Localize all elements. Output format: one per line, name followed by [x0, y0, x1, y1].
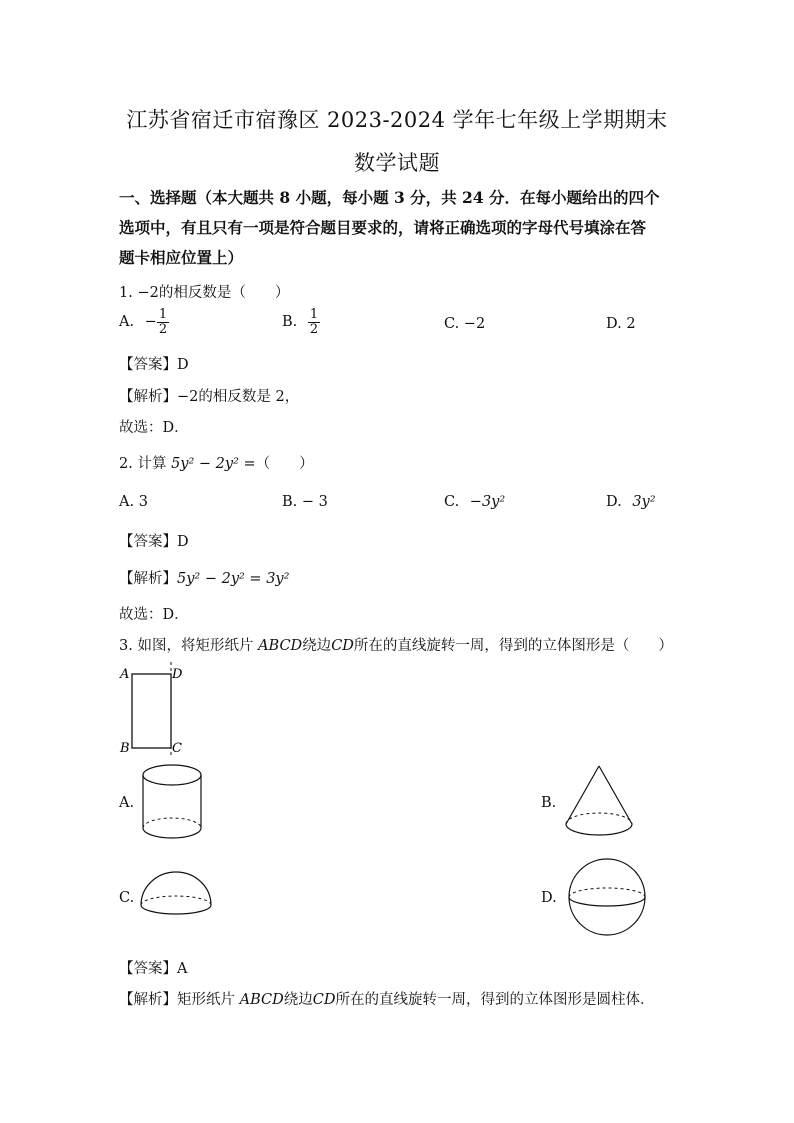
q1-option-b	[282, 308, 320, 336]
cylinder-figure	[140, 762, 206, 844]
q3-option-d-label: D.	[541, 890, 557, 906]
cylinder-top-ellipse	[143, 765, 201, 785]
q1-option-b-numerator: 1	[309, 307, 319, 322]
q1-analysis: 【解析】−2的相反数是 2，	[119, 389, 300, 405]
q3-analysis-abcd: ABCD	[239, 992, 284, 1008]
rectangle-abcd	[132, 674, 171, 748]
q3-analysis-cd: CD	[312, 992, 336, 1008]
q2-stem-expression: 5y² − 2y² =	[171, 456, 256, 472]
document-title-line2: 数学试题	[354, 151, 440, 175]
q3-option-c-label: C.	[119, 890, 135, 906]
q3-answer: 【答案】A	[119, 961, 188, 977]
q3-analysis-mid: 绕边	[283, 992, 313, 1008]
sphere-equator-back-arc	[569, 888, 645, 897]
q1-option-a-fraction	[157, 308, 169, 336]
q2-option-c-letter: C.	[444, 494, 460, 510]
cylinder-bottom-back-arc	[143, 818, 201, 828]
q3-stem-suffix: 所在的直线旋转一周，得到的立体图形是（ ）	[353, 638, 673, 654]
q2-stem-suffix: （ ）	[255, 456, 314, 472]
q1-conclusion: 故选：D．	[119, 420, 189, 436]
cone-base-back-arc	[566, 813, 632, 824]
q3-stem	[119, 634, 673, 655]
q3-stem-mid: 绕边	[302, 638, 332, 654]
q2-analysis-prefix: 【解析】	[119, 571, 177, 587]
q2-option-d-expression: 3y²	[632, 494, 656, 510]
q2-stem-prefix: 2. 计算	[119, 456, 172, 472]
q2-option-b: B. − 3	[282, 494, 328, 510]
document-title-line1: 江苏省宿迁市宿豫区 2023-2024 学年七年级上学期期末	[126, 108, 668, 132]
q2-stem	[119, 452, 314, 473]
cone-figure	[562, 764, 636, 844]
q1-stem: 1. −2的相反数是（ ）	[119, 285, 290, 301]
sphere-equator-front-arc	[569, 897, 645, 906]
q2-option-a: A. 3	[119, 494, 148, 510]
q1-option-b-letter: B.	[282, 314, 298, 331]
q1-option-b-fraction	[308, 308, 320, 336]
q1-option-d: D. 2	[606, 316, 636, 332]
cone-right-edge	[599, 766, 632, 824]
q2-answer: 【答案】D	[119, 534, 189, 550]
hemisphere-base-front-arc	[141, 905, 211, 914]
q1-option-a-letter: A.	[119, 314, 135, 331]
rect-label-a: A	[120, 667, 130, 682]
q3-stem-cd: CD	[331, 638, 354, 654]
section1-heading-line2: 选项中，有且只有一项是符合题目要求的，请将正确选项的字母代号填涂在答	[119, 218, 647, 237]
section1-heading-line3: 题卡相应位置上）	[119, 248, 244, 267]
cylinder-bottom-front-arc	[143, 828, 201, 838]
rect-label-c: C	[172, 741, 182, 756]
q2-option-d	[606, 494, 656, 510]
section1-heading-line1: 一、选择题（本大题共 8 小题，每小题 3 分，共 24 分．在每小题给出的四个	[119, 188, 660, 207]
q1-answer: 【答案】D	[119, 357, 189, 373]
hemisphere-base-back-arc	[141, 896, 211, 905]
cone-base-front-arc	[566, 824, 632, 835]
rect-label-b: B	[120, 741, 130, 756]
cone-left-edge	[566, 766, 599, 824]
sphere-figure	[566, 856, 650, 940]
hemisphere-figure	[138, 872, 214, 922]
q3-analysis-suffix: 所在的直线旋转一周，得到的立体图形是圆柱体．	[335, 992, 655, 1008]
q3-option-b-label: B.	[541, 795, 557, 811]
rectangle-abcd-figure	[110, 660, 200, 760]
sphere-outline	[569, 859, 645, 935]
q3-analysis-prefix: 【解析】矩形纸片	[119, 992, 240, 1008]
q1-option-c: C. −2	[444, 316, 486, 332]
q2-option-d-letter: D.	[606, 494, 622, 510]
q2-option-c	[444, 494, 505, 510]
q3-option-a-label: A.	[119, 795, 135, 811]
q3-stem-abcd: ABCD	[258, 638, 303, 654]
rect-label-d: D	[172, 667, 183, 682]
q1-option-a-numerator: 1	[158, 307, 168, 322]
q2-analysis	[119, 567, 289, 588]
q1-option-a-sign: −	[144, 314, 157, 331]
q3-stem-prefix: 3. 如图，将矩形纸片	[119, 638, 259, 654]
q1-option-a-denominator: 2	[158, 321, 168, 337]
q2-option-c-expression: −3y²	[469, 494, 506, 510]
q1-option-b-denominator: 2	[309, 321, 319, 337]
q3-analysis	[119, 988, 654, 1009]
q2-conclusion: 故选：D．	[119, 607, 189, 623]
hemisphere-dome	[141, 872, 211, 905]
q1-option-a	[119, 308, 169, 336]
q2-analysis-expression: 5y² − 2y² = 3y²	[177, 571, 290, 587]
